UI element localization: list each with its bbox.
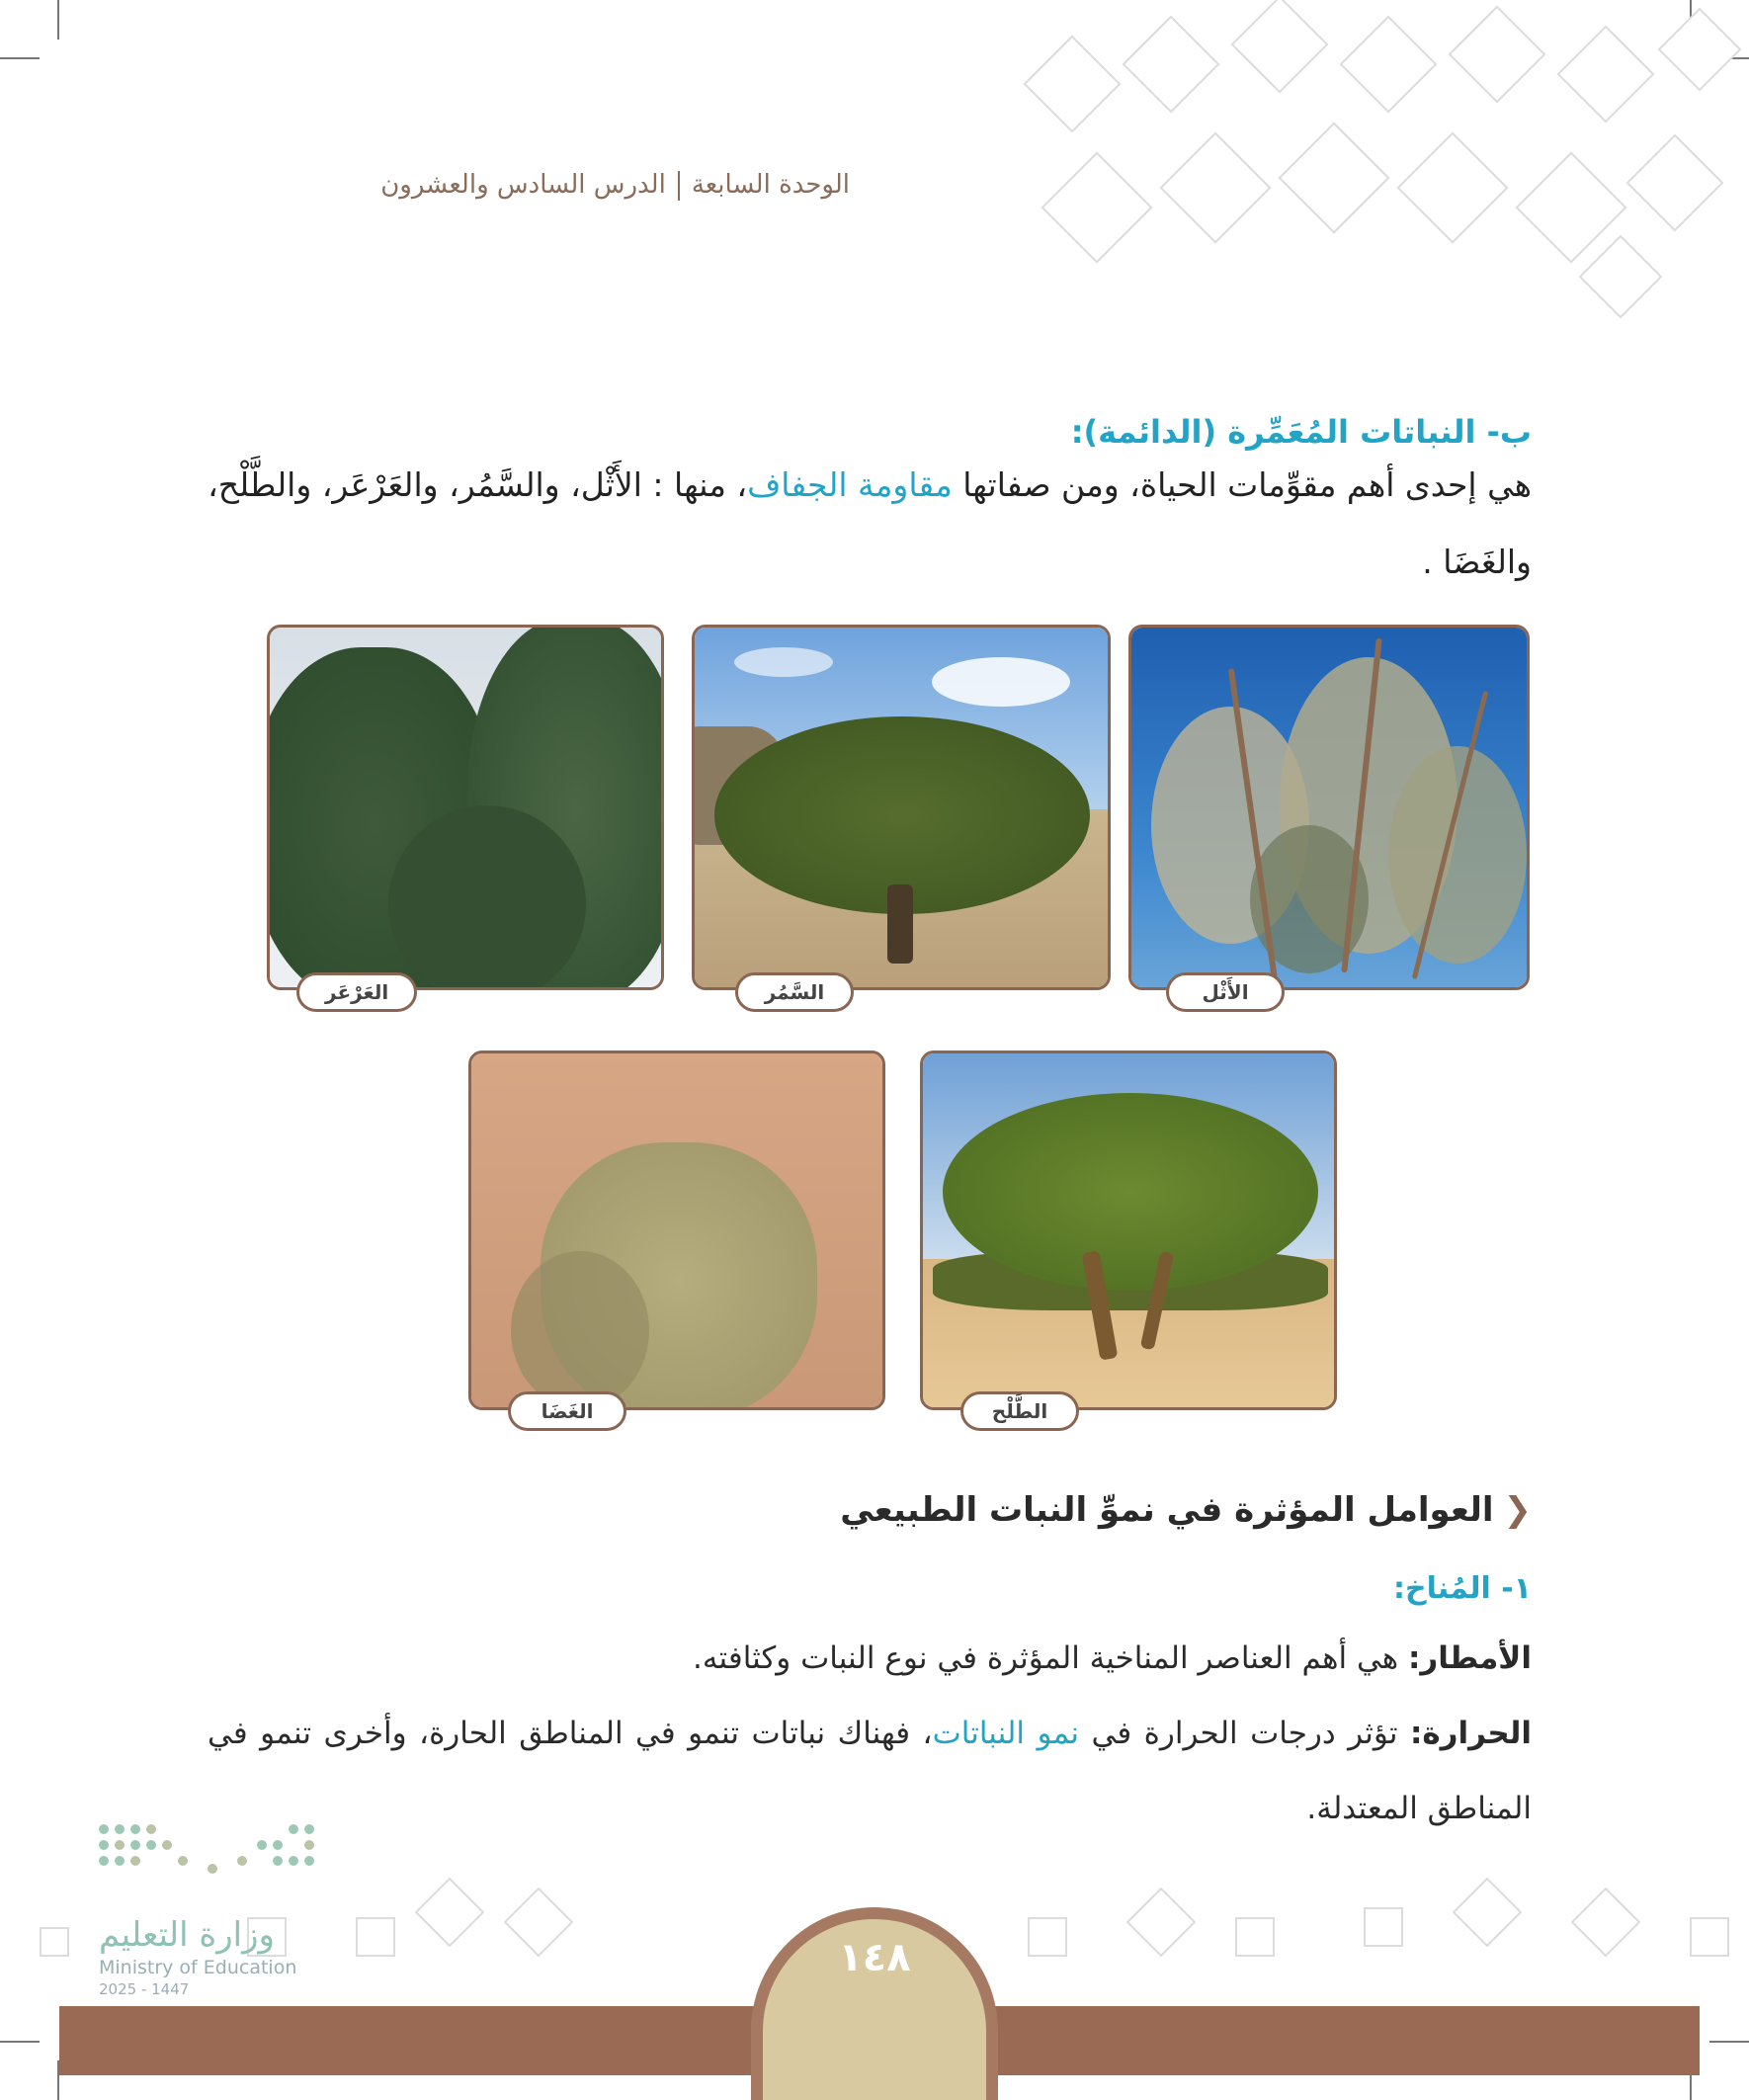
caption-talh: الطَّلْح [960, 1391, 1079, 1431]
drought-resistance-term: مقاومة الجفاف [747, 465, 953, 504]
plant-growth-term: نمو النباتات [932, 1716, 1080, 1751]
crop-mark [57, 0, 59, 40]
chevron-left-icon: ❮ [1503, 1490, 1532, 1530]
page-number: ١٤٨ [838, 1935, 911, 1980]
ministry-logo [99, 1816, 326, 2014]
heat-text-before: تؤثر درجات الحرارة في [1079, 1716, 1410, 1751]
caption-arar: العَرْعَر [296, 972, 417, 1012]
section-b-paragraph [208, 447, 1532, 601]
factors-body [208, 1621, 1532, 1846]
caption-ghada: الغَضَا [508, 1391, 626, 1431]
climate-heading: ١- المُناخ: [1393, 1571, 1532, 1606]
para-text-before: هي إحدى أهم مقوِّمات الحياة، ومن صفاتها [952, 465, 1532, 504]
photo-athl [1128, 625, 1530, 990]
heat-line [208, 1696, 1532, 1846]
caption-athl: الأَثْل [1166, 972, 1285, 1012]
factors-title: العوامل المؤثرة في نموِّ النبات الطبيعي [840, 1490, 1494, 1530]
crop-mark [1709, 2041, 1749, 2043]
heat-term: الحرارة: [1409, 1716, 1533, 1751]
rain-term: الأمطار: [1408, 1640, 1532, 1676]
ministry-year: 2025 - 1447 [99, 1980, 190, 1998]
section-b-heading: ب- النباتات المُعَمِّرة (الدائمة): [1070, 413, 1532, 451]
lesson-title: الدرس السادس والعشرون [380, 170, 666, 200]
rain-text: هي أهم العناصر المناخية المؤثرة في نوع النبات وكثافته. [693, 1640, 1409, 1676]
heat-text-after: ، فهناك نباتات تنمو في المناطق الحارة، وأخرى تنمو في المناطق المعتدلة. [208, 1716, 1532, 1826]
crop-mark [0, 2041, 40, 2043]
caption-samur: السَّمُر [735, 972, 854, 1012]
crop-mark [0, 57, 40, 59]
photo-samur [692, 625, 1111, 990]
ministry-name-english: Ministry of Education [99, 1957, 297, 1978]
decorative-pattern-top [998, 0, 1749, 336]
header-divider [678, 171, 680, 201]
photo-ghada [468, 1050, 885, 1410]
unit-title: الوحدة السابعة [691, 170, 850, 200]
rain-line [208, 1621, 1532, 1696]
para-text-after: ، منها : الأَثْل، والسَّمُر، والعَرْعَر، والطَّلْح، والغَضَا . [208, 465, 1532, 581]
factors-heading [642, 1490, 1532, 1530]
ministry-name-arabic: وزارة التعليم [99, 1915, 275, 1955]
photo-talh [920, 1050, 1337, 1410]
page-header [257, 170, 850, 213]
logo-dots-icon [99, 1816, 326, 1876]
photo-arar [267, 625, 664, 990]
